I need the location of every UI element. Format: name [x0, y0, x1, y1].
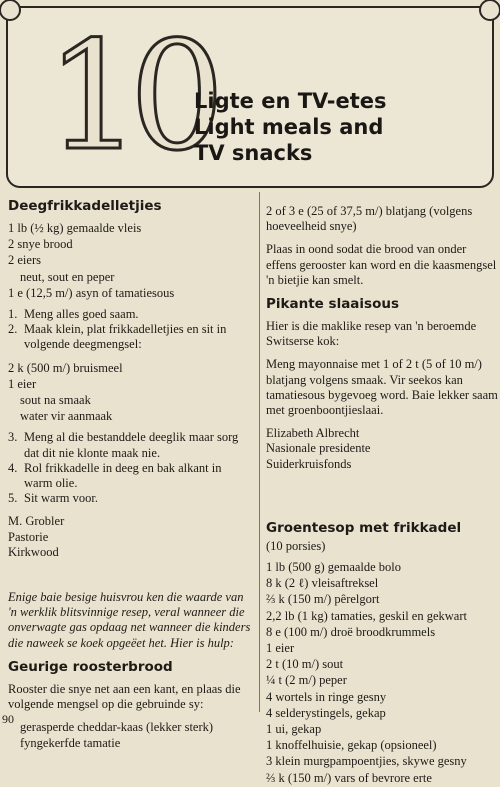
- chapter-header: [6, 6, 494, 188]
- right-column: [266, 204, 498, 787]
- ingredient: gerasperde cheddar-kaas (lekker sterk): [20, 720, 214, 735]
- method-steps: [8, 307, 253, 353]
- ingredient: 4 wortels in ringe gesny: [266, 689, 387, 704]
- ingredient: 2 of 3 e (25 of 37,5 m/) blatjang (volgens hoeveelheid snye): [266, 204, 473, 234]
- ingredient: ⅔ k (150 m/) vars of bevrore erte: [266, 770, 432, 785]
- recipe-text: Plaas in oond sodat die brood van onder effens gerooster kan word en die kaasmengsel 'n bietjie kan smelt.: [266, 242, 497, 287]
- ingredient: fyngekerfde tamatie: [20, 736, 121, 751]
- step: 4. Rol frikkadelle in deeg en bak alkant in warm olie.: [8, 460, 222, 491]
- title-line: Ligte en TV-etes: [194, 89, 387, 113]
- column-divider: [259, 192, 260, 712]
- method-steps: [8, 430, 253, 506]
- recipe-text: Meng mayonnaise met 1 of 2 t (5 of 10 m/) blatjang volgens smaak. Vir seekos kan tamatiesous bygevoeg word. Baie lekker saam met groenboontjieslaai.: [266, 357, 498, 418]
- title-line: TV snacks: [194, 141, 313, 165]
- recipe-text: Rooster die snye net aan een kant, en plaas die volgende mengsel op die gebruinde sy:: [8, 681, 241, 712]
- ingredient: 3 klein murgpampoentjies, skywe gesny: [266, 754, 467, 769]
- ingredient: water vir aanmaak: [20, 409, 113, 424]
- ingredient: 2 eiers: [8, 253, 41, 268]
- recipe-text: Hier is die maklike resep van 'n beroemde Switserse kok:: [266, 319, 477, 349]
- intro-paragraph: Enige baie besige huisvrou ken die waarde van 'n werklik blitsvinnige resep, veral wanneer die onverwagte gas opdaag net wanneer die kinders die naweek se koek opgeëet het. Hier is hulp:: [8, 590, 251, 650]
- frame-ornament: [479, 0, 500, 21]
- frame-ornament: [0, 0, 21, 21]
- ingredient: 2 k (500 m/) bruismeel: [8, 360, 123, 375]
- ingredient: 1 ui, gekap: [266, 722, 322, 737]
- ingredient: ⅔ k (150 m/) pêrelgort: [266, 592, 380, 607]
- servings: (10 porsies): [266, 538, 326, 553]
- contributor-name: Elizabeth Albrecht: [266, 426, 360, 441]
- ingredient: 8 k (2 ℓ) vleisaftreksel: [266, 576, 379, 591]
- ingredient: neut, sout en peper: [20, 269, 115, 284]
- ingredient: 2,2 lb (1 kg) tamaties, geskil en gekwart: [266, 608, 467, 623]
- step: 1. Meng alles goed saam.: [8, 307, 139, 322]
- ingredient: ¼ t (2 m/) peper: [266, 673, 347, 688]
- step: 5. Sit warm voor.: [8, 491, 98, 506]
- ingredient: 1 e (12,5 m/) asyn of tamatiesous: [8, 285, 175, 300]
- recipe-title: Groentesop met frikkadel: [266, 519, 462, 536]
- ingredient: 1 knoffelhuisie, gekap (opsioneel): [266, 738, 437, 753]
- contributor-line: Pastorie: [8, 529, 49, 544]
- recipe-title: Pikante slaaisous: [266, 296, 399, 313]
- recipe-title: Geurige roosterbrood: [8, 658, 173, 675]
- contributor-line: Nasionale presidente: [266, 441, 371, 456]
- step: 3. Meng al die bestanddele deeglik maar sorg dat dit nie klonte maak nie.: [8, 430, 239, 460]
- ingredient: 1 eier: [266, 641, 295, 656]
- contributor-line: Kirkwood: [8, 544, 59, 559]
- contributor-name: M. Grobler: [8, 514, 65, 529]
- ingredient: 4 selderystingels, gekap: [266, 705, 386, 720]
- left-column: [8, 198, 253, 753]
- title-line: Light meals and: [194, 115, 384, 139]
- ingredient: 1 lb (½ kg) gemaalde vleis: [8, 221, 142, 235]
- step: 2. Maak klein, plat frikkadelletjies en sit in volgende deegmengsel:: [8, 322, 227, 352]
- contributor-line: Suiderkruisfonds: [266, 456, 352, 471]
- ingredient: 8 e (100 m/) droë broodkrummels: [266, 624, 436, 639]
- ingredient: sout na smaak: [20, 393, 91, 408]
- ingredient: 1 eier: [8, 376, 37, 391]
- chapter-title: [194, 88, 387, 166]
- page-number: 90: [2, 712, 14, 726]
- recipe-title: Deegfrikkadelletjies: [8, 198, 162, 214]
- ingredient: 1 lb (500 g) gemaalde bolo: [266, 560, 402, 575]
- chapter-number: 10: [46, 10, 213, 184]
- ingredient: 2 snye brood: [8, 237, 73, 252]
- ingredient: 2 t (10 m/) sout: [266, 657, 344, 672]
